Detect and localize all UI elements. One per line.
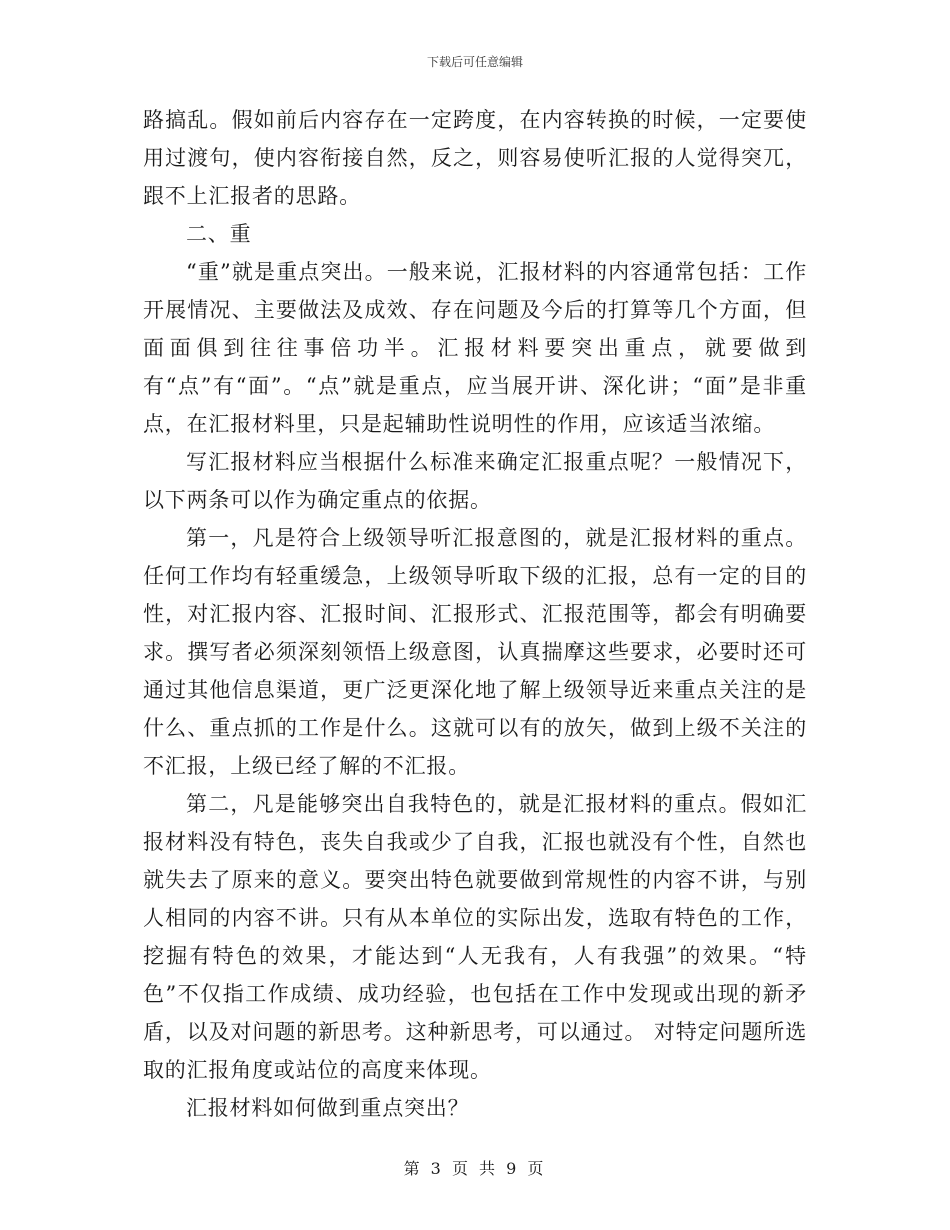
paragraph: 路搞乱。假如前后内容存在一定跨度，在内容转换的时候，一定要使用过渡句，使内容衔接自然，反之，则容易使听汇报的人觉得突兀，跟不上汇报者的思路。 <box>143 108 807 208</box>
paragraph: 第二，凡是能够突出自我特色的，就是汇报材料的重点。假如汇报材料没有特色，丧失自我或少了自我，汇报也就没有个性，自然也就失去了原来的意义。要突出特色就要做到常规性的内容不讲，与别人相同的内容不讲。只有从本单位的实际出发，选取有特色的工作，挖掘有特色的效果，才能达到“人无我有，人有我强”的效果。“特色”不仅指工作成绩、成功经验，也包括在工作中发现或出现的新矛盾，以及对问题的新思考。这种新思考，可以通过。 对特定问题所选取的汇报角度或站位的高度来体现。 <box>143 792 807 1082</box>
paragraph: 写汇报材料应当根据什么标准来确定汇报重点呢？一般情况下，以下两条可以作为确定重点的依据。 <box>143 450 807 512</box>
section-heading: 二、重 <box>186 222 252 246</box>
page-header: 下载后可任意编辑 <box>426 55 523 69</box>
paragraph: “重”就是重点突出。一般来说，汇报材料的内容通常包括：工作开展情况、主要做法及成效、存在问题及今后的打算等几个方面，但面面俱到往往事倍功半。汇报材料要突出重点，就要做到有“点”有“面”。“点”就是重点，应当展开讲、深化讲；“面”是非重点，在汇报材料里，只是起辅助性说明性的作用，应该适当浓缩。 <box>143 260 807 436</box>
page-number: 第 3 页 共 9 页 <box>403 1159 547 1178</box>
paragraph: 第一，凡是符合上级领导听汇报意图的，就是汇报材料的重点。任何工作均有轻重缓急，上级领导听取下级的汇报，总有一定的目的性，对汇报内容、汇报时间、汇报形式、汇报范围等，都会有明确要求。撰写者必须深刻领悟上级意图，认真揣摩这些要求，必要时还可通过其他信息渠道，更广泛更深化地了解上级领导近来重点关注的是什么、重点抓的工作是什么。这就可以有的放矢，做到上级不关注的不汇报，上级已经了解的不汇报。 <box>143 526 807 778</box>
document-body <box>143 101 807 1127</box>
paragraph: 汇报材料如何做到重点突出？ <box>186 1096 470 1120</box>
